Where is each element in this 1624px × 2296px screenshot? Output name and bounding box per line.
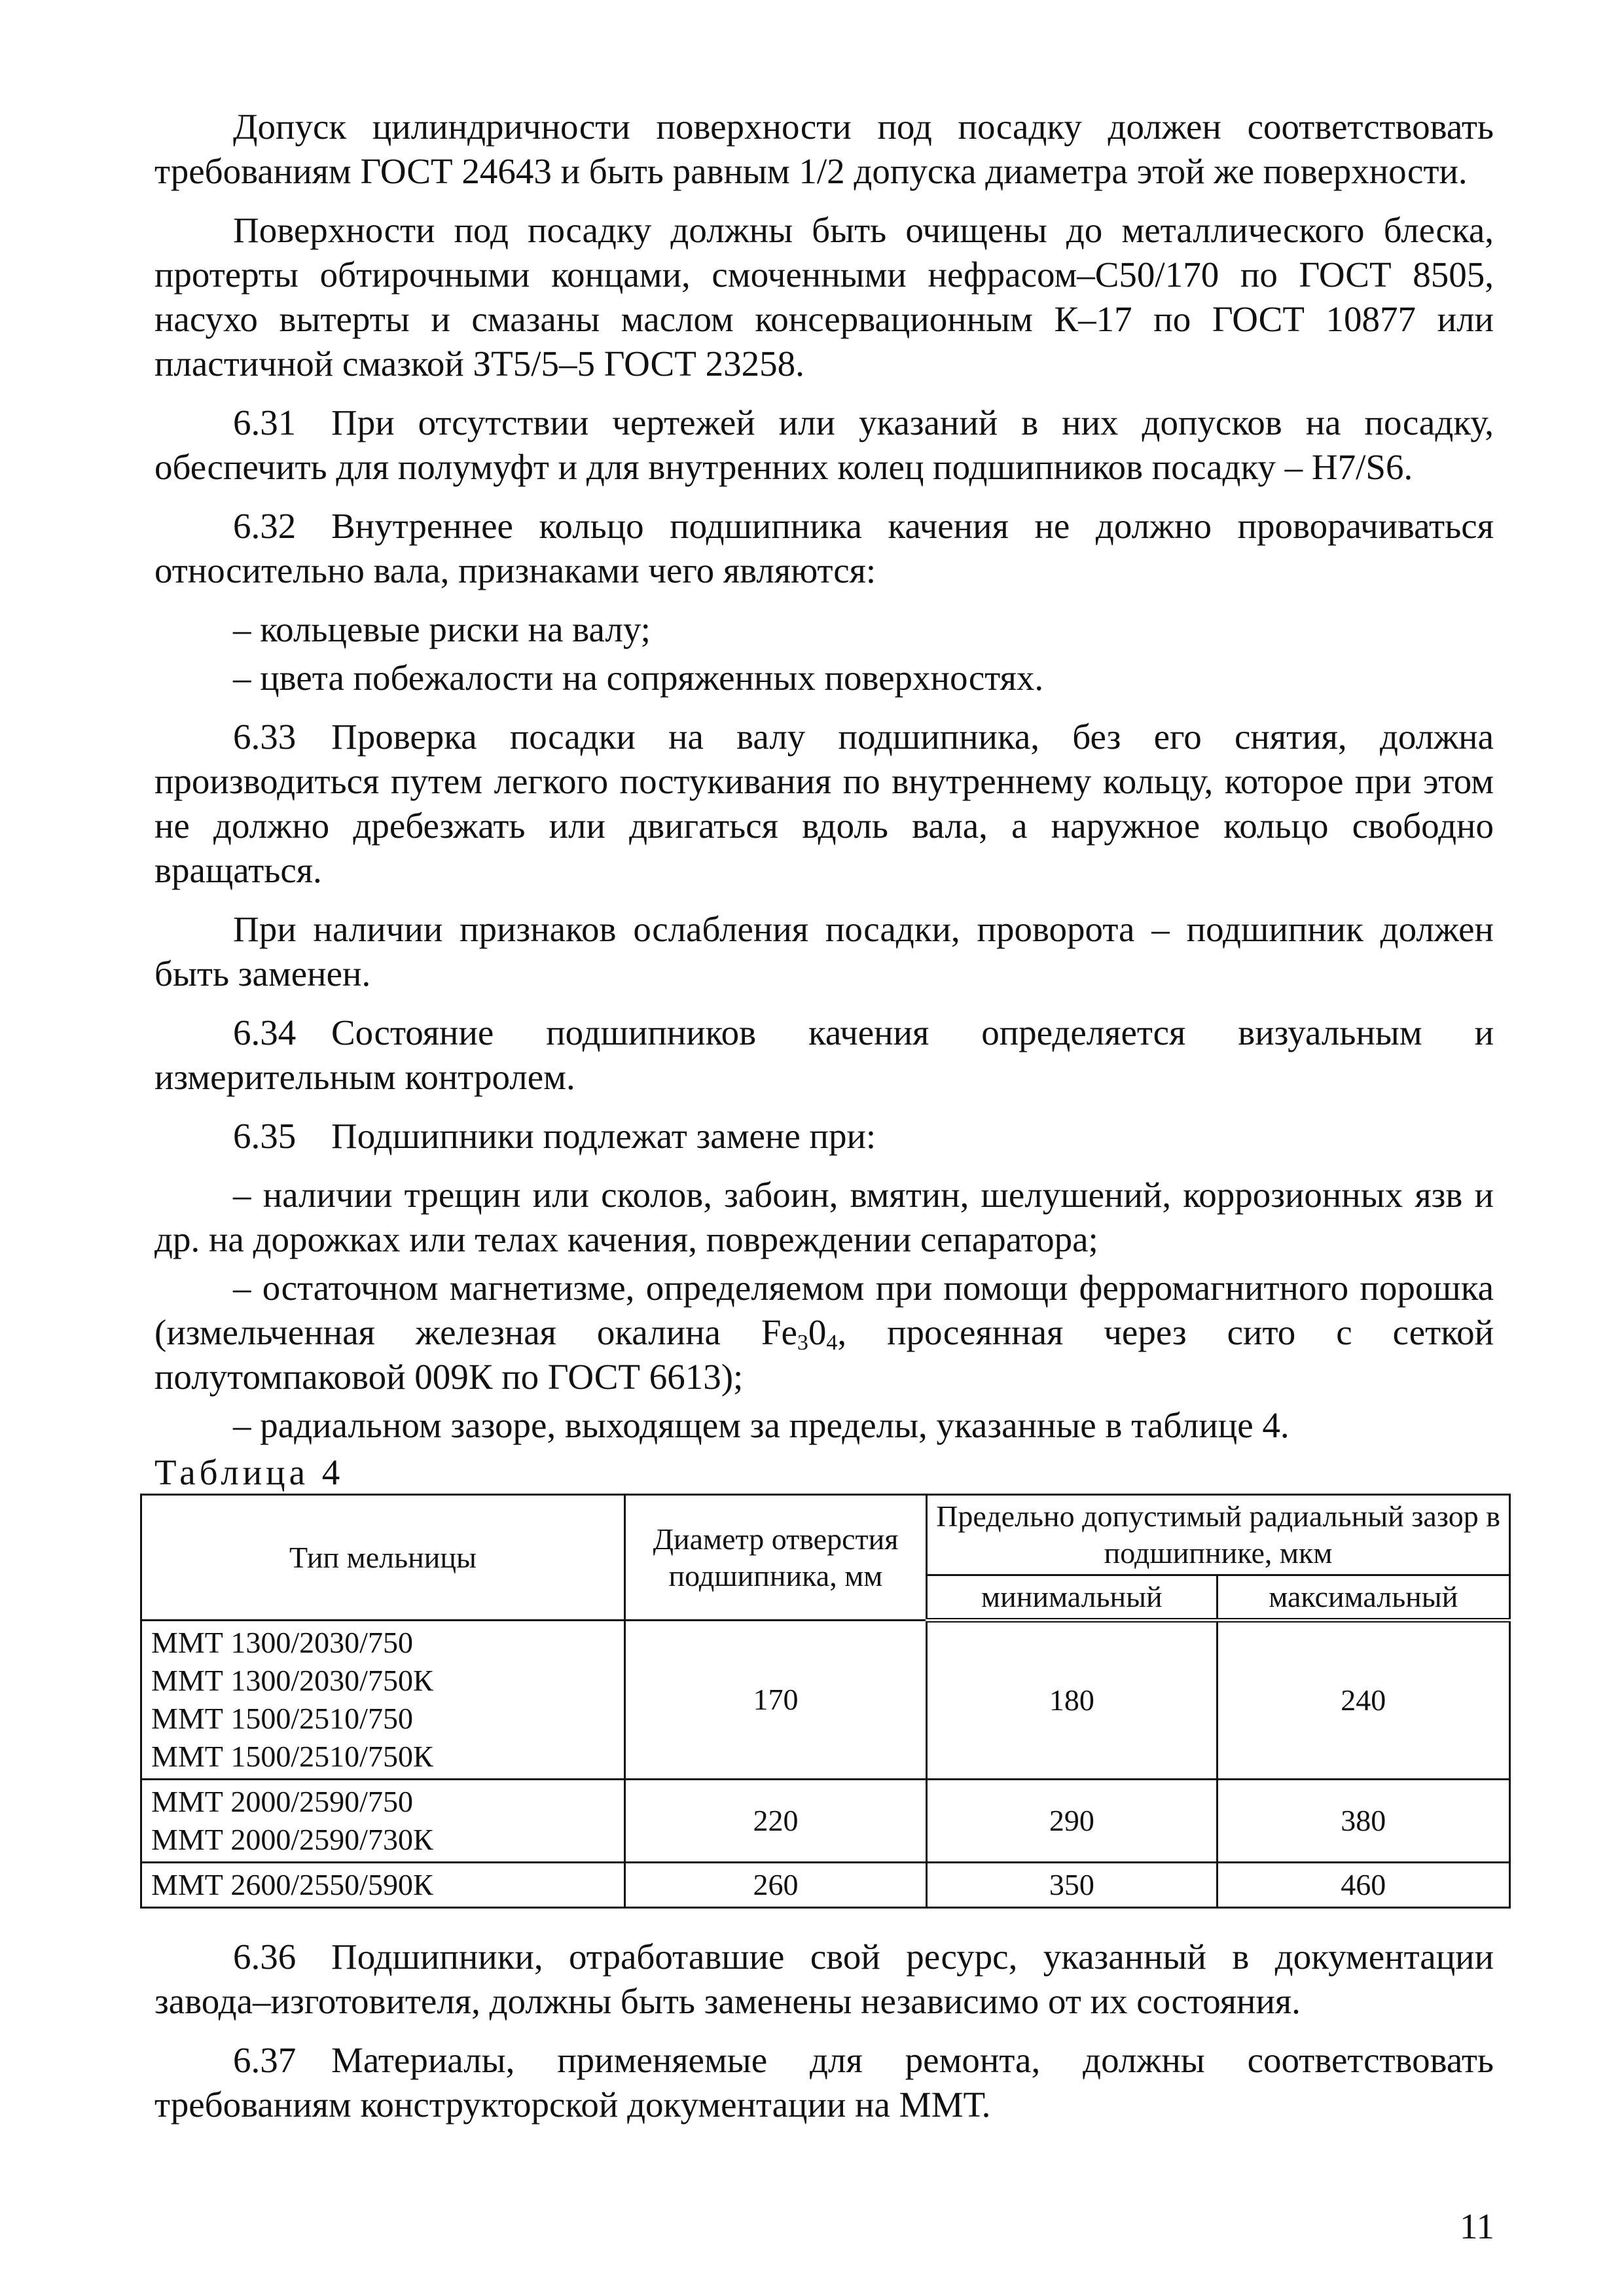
clause-text: Подшипники подлежат замене при:: [331, 1116, 876, 1156]
clause-6-36: [154, 1935, 1494, 2024]
paragraph-cylindricity: Допуск цилиндричности поверхности под посадку должен соответствовать требованиям ГОСТ 24643 и быть равным 1/2 допуска диаметра этой же поверхности.: [154, 107, 1494, 191]
clause-6-33: [154, 715, 1494, 893]
diameter-cell: 260: [624, 1863, 926, 1908]
min-gap-cell: 290: [927, 1780, 1217, 1863]
clause-text: Внутреннее кольцо подшипника качения не должно проворачиваться относительно вала, признаками чего являются:: [154, 506, 1494, 590]
clause-6-37: [154, 2038, 1494, 2127]
mill-types-cell: ММТ 2000/2590/750 ММТ 2000/2590/730К: [141, 1780, 625, 1863]
max-gap-cell: 240: [1217, 1621, 1509, 1780]
min-gap-cell: 350: [927, 1863, 1217, 1908]
header-max: максимальный: [1217, 1575, 1509, 1621]
clause-text: Состояние подшипников качения определяется визуальным и измерительным контролем.: [154, 1013, 1494, 1097]
header-bore-diameter: Диаметр отверстия подшипника, мм: [624, 1495, 926, 1621]
clause-number: 6.31: [233, 403, 297, 442]
clause-number: 6.35: [233, 1116, 297, 1156]
clause-6-31: [154, 401, 1494, 490]
diameter-cell: 220: [624, 1780, 926, 1863]
clause-text: При отсутствии чертежей или указаний в них допусков на посадку, обеспечить для полумуфт и для внутренних колец подшипников посадку – Н7/S6.: [154, 403, 1494, 487]
list-item: – радиальном зазоре, выходящем за пределы, указанные в таблице 4.: [233, 1405, 1290, 1445]
table-4: [140, 1494, 1511, 1909]
clause-text: Подшипники, отработавшие свой ресурс, указанный в документации завода–изготовителя, должны быть заменены независимо от их состояния.: [154, 1937, 1494, 2021]
header-radial-gap: Предельно допустимый радиальный зазор в подшипнике, мкм: [927, 1495, 1510, 1575]
list-item: – наличии трещин или сколов, забоин, вмятин, шелушений, коррозионных язв и др. на дорожках или телах качения, повреждении сепаратора;: [154, 1175, 1494, 1259]
mill-types-cell: ММТ 1300/2030/750 ММТ 1300/2030/750К ММТ 1500/2510/750 ММТ 1500/2510/750К: [141, 1621, 625, 1780]
list-item: – цвета побежалости на сопряженных поверхностях.: [233, 658, 1044, 698]
clause-number: 6.36: [233, 1937, 297, 1977]
clause-6-34: [154, 1011, 1494, 1100]
list-item: – остаточном магнетизме, определяемом при помощи ферромагнитного порошка (измельченная железная окалина $Fe_30_4$, просеянная через сито с сеткой полутомпаковой 009К по ГОСТ 6613);: [154, 1268, 1494, 1397]
document-page: [151, 105, 1500, 2142]
clause-number: 6.33: [233, 717, 297, 757]
clause-text: Материалы, применяемые для ремонта, должны соответствовать требованиям конструкторской документации на ММТ.: [154, 2040, 1494, 2125]
mill-types-cell: ММТ 2600/2550/590К: [141, 1863, 625, 1908]
table-row: [141, 1863, 1510, 1908]
clause-6-32: [154, 504, 1494, 593]
header-mill-type: Тип мельницы: [141, 1495, 625, 1621]
clause-number: 6.37: [233, 2040, 297, 2080]
paragraph-surface-cleaning: Поверхности под посадку должны быть очищены до металлического блеска, протерты обтирочными концами, смоченными нефрасом–С50/170 по ГОСТ 8505, насухо вытерты и смазаны маслом консервационным К–17 по ГОСТ 10877 или пластичной смазкой ЗТ5/5–5 ГОСТ 23258.: [154, 210, 1494, 384]
table-row: [141, 1621, 1510, 1780]
clause-number: 6.34: [233, 1013, 297, 1052]
list-item: – кольцевые риски на валу;: [233, 609, 651, 649]
table-row: [141, 1780, 1510, 1863]
paragraph-replace: При наличии признаков ослабления посадки, проворота – подшипник должен быть заменен.: [154, 909, 1494, 994]
table-caption: Таблица 4: [154, 1452, 344, 1492]
header-min: минимальный: [927, 1575, 1217, 1621]
clause-text: Проверка посадки на валу подшипника, без его снятия, должна производиться путем легкого постукивания по внутреннему кольцу, которое при этом не должно дребезжать или двигаться вдоль вала, а наружное кольцо свободно вращаться.: [154, 717, 1494, 890]
max-gap-cell: 460: [1217, 1863, 1509, 1908]
min-gap-cell: 180: [927, 1621, 1217, 1780]
max-gap-cell: 380: [1217, 1780, 1509, 1863]
clause-number: 6.32: [233, 506, 297, 546]
diameter-cell: 170: [624, 1621, 926, 1780]
page-number: 11: [1460, 2206, 1494, 2246]
clause-6-35: [154, 1114, 1494, 1158]
